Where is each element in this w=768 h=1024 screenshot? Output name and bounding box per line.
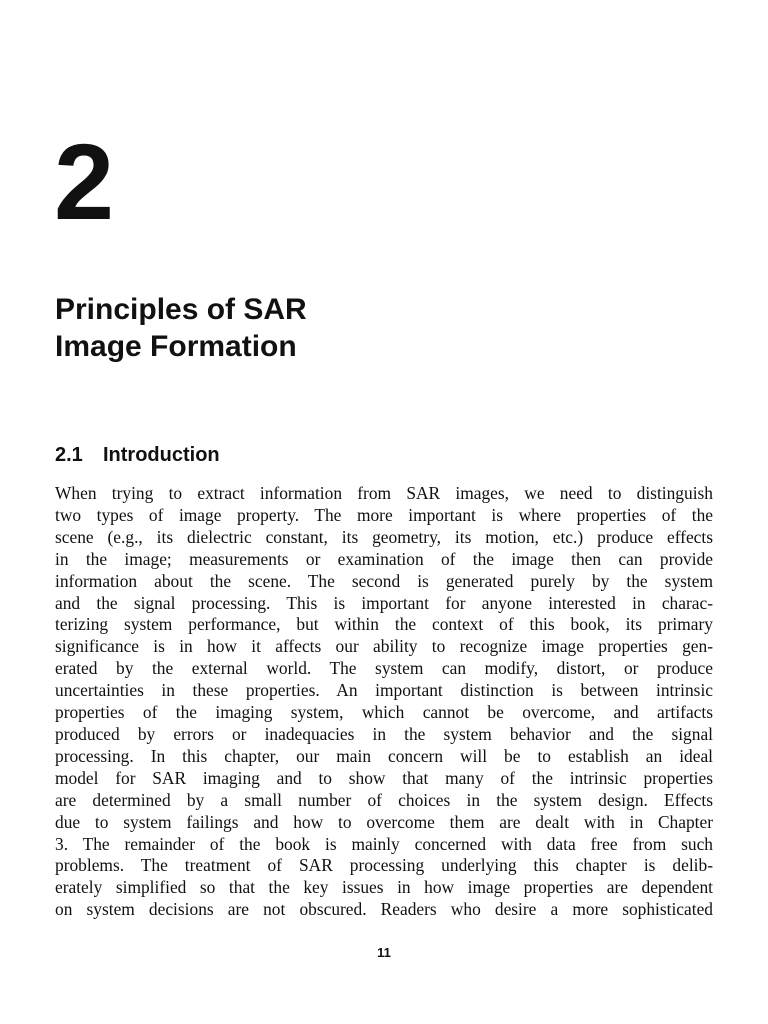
body-line: in the image; measurements or examination of the image then can provide <box>55 548 713 569</box>
body-line: are determined by a small number of choices in the system design. Effects <box>55 789 713 810</box>
chapter-number: 2 <box>54 121 113 242</box>
body-line: significance is in how it affects our ability to recognize image properties gen- <box>55 636 713 657</box>
chapter-title-line-1: Principles of SAR <box>55 293 307 326</box>
body-line: on system decisions are not obscured. Readers who desire a more sophisticated <box>55 899 713 920</box>
body-line: produced by errors or inadequacies in the system behavior and the signal <box>55 723 713 744</box>
body-line: information about the scene. The second is generated purely by the system <box>55 570 713 591</box>
body-line: scene (e.g., its dielectric constant, its geometry, its motion, etc.) produce effects <box>55 526 713 547</box>
body-paragraph <box>55 483 713 921</box>
body-line: terizing system performance, but within the context of this book, its primary <box>55 614 713 635</box>
body-line: model for SAR imaging and to show that many of the intrinsic properties <box>55 767 713 788</box>
chapter-title <box>55 291 655 365</box>
page-number: 11 <box>377 945 391 960</box>
body-line: properties of the imaging system, which cannot be overcome, and artifacts <box>55 702 713 723</box>
section-title: Introduction <box>103 444 220 466</box>
chapter-title-line-2: Image Formation <box>55 330 297 363</box>
body-line: processing. In this chapter, our main concern will be to establish an ideal <box>55 745 713 766</box>
section-heading <box>55 442 220 468</box>
section-number: 2.1 <box>55 444 83 466</box>
body-line: uncertainties in these properties. An important distinction is between intrinsic <box>55 680 713 701</box>
body-line: When trying to extract information from SAR images, we need to distinguish <box>55 483 713 503</box>
body-line: problems. The treatment of SAR processing underlying this chapter is delib- <box>55 855 713 876</box>
body-line: erated by the external world. The system can modify, distort, or produce <box>55 658 713 679</box>
body-line: erately simplified so that the key issues in how image properties are dependent <box>55 877 713 898</box>
body-line: and the signal processing. This is important for anyone interested in charac- <box>55 592 713 613</box>
body-line: due to system failings and how to overcome them are dealt with in Chapter <box>55 811 713 832</box>
body-line: two types of image property. The more important is where properties of the <box>55 504 713 525</box>
body-line: 3. The remainder of the book is mainly concerned with data free from such <box>55 833 713 854</box>
